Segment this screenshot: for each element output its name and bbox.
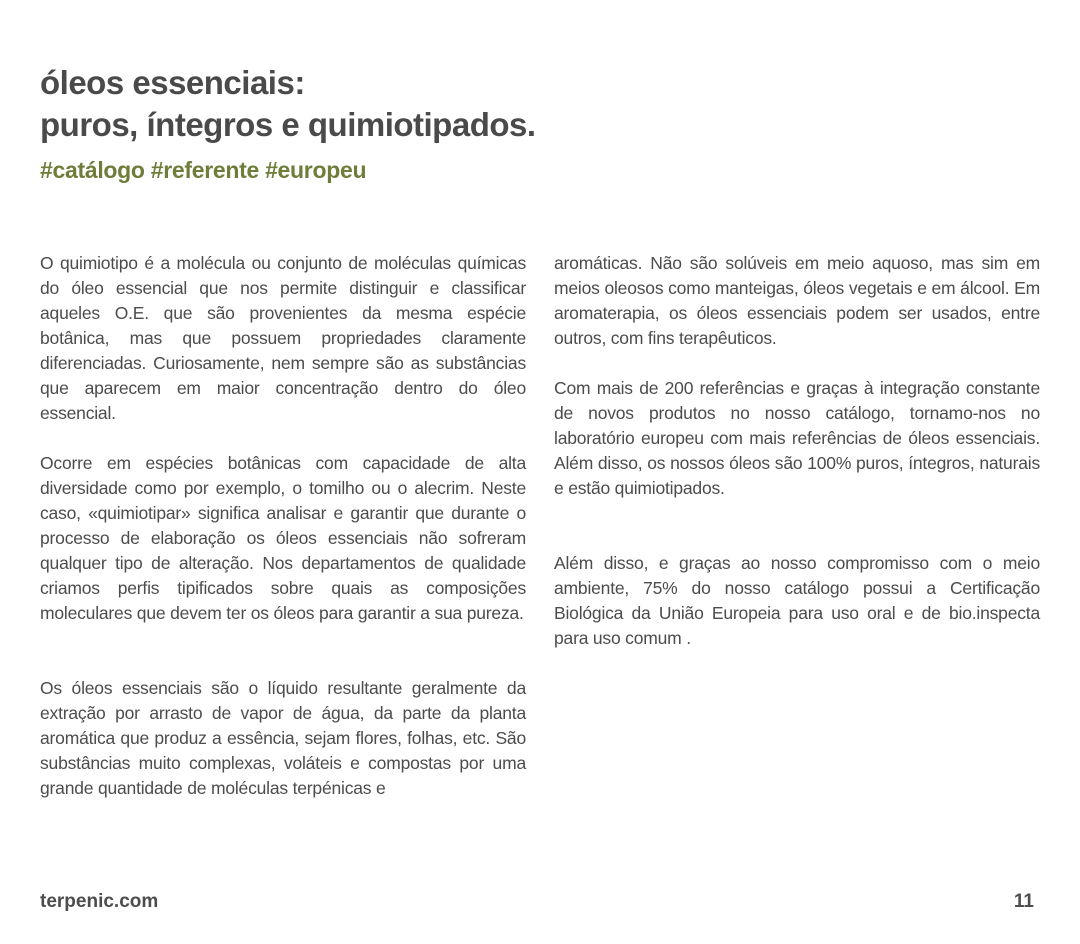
- page-title-line-2: puros, íntegros e quimiotipados.: [40, 106, 536, 143]
- page-title: [40, 62, 1040, 146]
- page-header: [40, 62, 1040, 183]
- paragraph-especies-botanicas: Ocorre em espécies botânicas com capacidade de alta diversidade como por exemplo, o tomilho ou o alecrim. Neste caso, «quimiotipar» significa analisar e garantir que durante o processo de elaboração os óleos essenciais não sofreram qualquer tipo de alteração. Nos departamentos de qualidade criamos perfis tipificados sobre quais as composições moleculares que devem ter os óleos para garantir a sua pureza.: [40, 453, 526, 623]
- page-footer: [40, 890, 1034, 914]
- hashtags: #catálogo #referente #europeu: [40, 157, 367, 183]
- paragraph-certificacao: Além disso, e graças ao nosso compromisso com o meio ambiente, 75% do nosso catálogo possui a Certificação Biológica da União Europeia para uso oral e de bio.inspecta para uso comum .: [554, 553, 1040, 648]
- paragraph-referencias: Com mais de 200 referências e graças à integração constante de novos produtos no nosso catálogo, tornamo-nos no laboratório europeu com mais referências de óleos essenciais. Além disso, os nossos óleos são 100% puros, íntegros, naturais e estão quimiotipados.: [554, 378, 1040, 498]
- right-column: [554, 251, 1040, 801]
- paragraph-aromaticas: aromáticas. Não são solúveis em meio aquoso, mas sim em meios oleosos como manteigas, óleos vegetais e em álcool. Em aromaterapia, os óleos essenciais podem ser usados, entre outros, com fins terapêuticos.: [554, 253, 1040, 348]
- paragraph-liquido-resultante: Os óleos essenciais são o líquido resultante geralmente da extração por arrasto de vapor de água, da parte da planta aromática que produz a essência, sejam flores, folhas, etc. São substâncias muito complexas, voláteis e compostas por uma grande quantidade de moléculas terpénicas e: [40, 678, 526, 798]
- paragraph-quimiotipo: O quimiotipo é a molécula ou conjunto de moléculas químicas do óleo essencial que nos permite distinguir e classificar aqueles O.E. que são provenientes da mesma espécie botânica, mas que possuem propriedades claramente diferenciadas. Curiosamente, nem sempre são as substâncias que aparecem em maior concentração dentro do óleo essencial.: [40, 253, 526, 423]
- left-column: [40, 251, 526, 801]
- body-text: [40, 251, 1040, 801]
- page-title-line-1: óleos essenciais:: [40, 64, 305, 101]
- website-label: terpenic.com: [40, 891, 159, 912]
- page-number: 11: [1013, 891, 1034, 912]
